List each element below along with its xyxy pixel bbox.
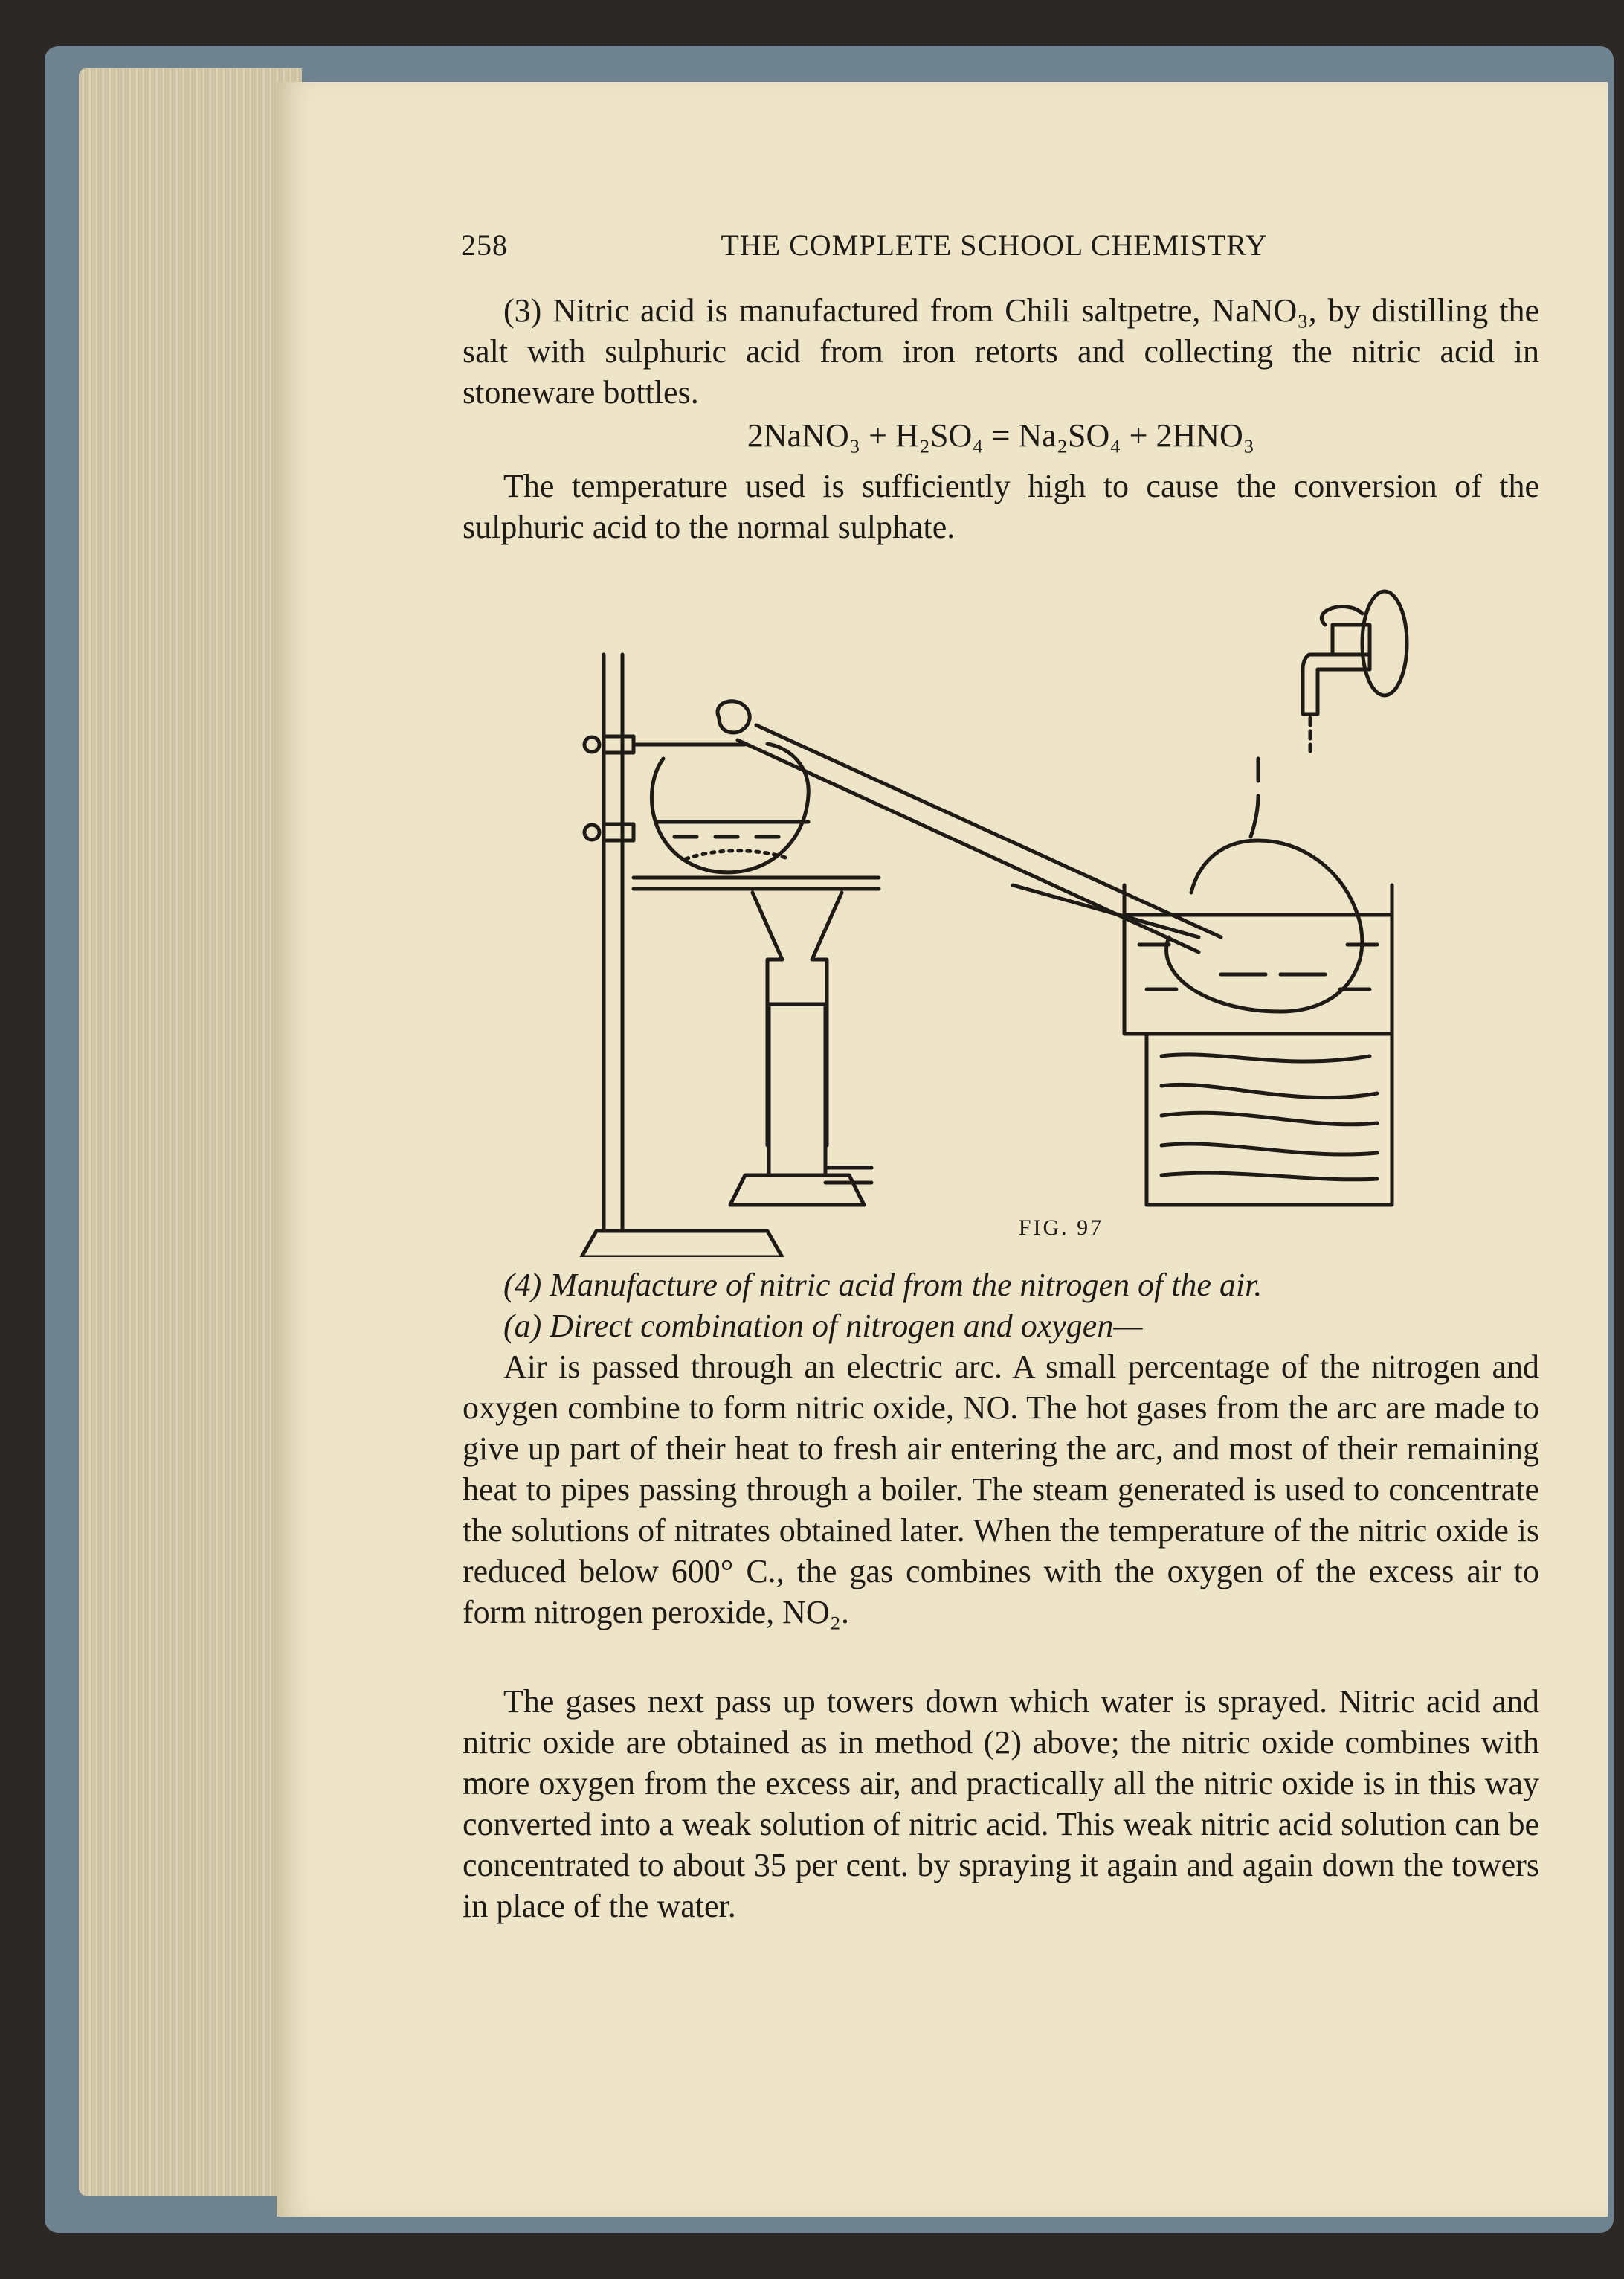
temperature-paragraph: The temperature used is sufficiently high to cause the conversion of the sulphuric acid to the normal sulphate. bbox=[463, 468, 1539, 545]
water-tap bbox=[1303, 591, 1407, 751]
arc-process-paragraph: Air is passed through an electric arc. A small percentage of the nitrogen and oxygen combine to form nitric oxide, NO. The hot gases from the arc are made to give up part of their heat to fresh air entering the arc, and most of their remaining heat to pipes passing through a boiler. The steam generated is used to concentrate the solutions of nitrates obtained later. When the temperature of the nitric oxide is reduced below 600° C., the gas combines with the oxygen of the excess air to form nitrogen peroxide, NO₂. bbox=[463, 1349, 1539, 1630]
method-4-heading: (4) Manufacture of nitric acid from the nitrogen of the air. bbox=[503, 1267, 1263, 1303]
distillation-apparatus-figure bbox=[567, 558, 1444, 1257]
page-edges bbox=[79, 68, 302, 2196]
chemical-equation: 2NaNO₃ + H₂SO₄ = Na₂SO₄ + 2HNO₃ bbox=[747, 417, 1255, 454]
tripod-stand bbox=[634, 851, 879, 1145]
figure-caption: FIG. 97 bbox=[1018, 1215, 1104, 1240]
method-4a-subheading: (a) Direct combination of nitrogen and oxygen— bbox=[503, 1308, 1143, 1344]
running-head: THE COMPLETE SCHOOL CHEMISTRY bbox=[721, 228, 1268, 262]
tower-process-paragraph: The gases next pass up towers down which water is sprayed. Nitric acid and nitric oxide are obtained as in method (2) above; the nitric oxide combines with more oxygen from the excess air, and practically all the nitric oxide is in this way converted into a weak solution of nitric acid. This weak nitric acid solution can be concentrated to about 35 per cent. by spraying it again and again down the towers in place of the water. bbox=[463, 1683, 1539, 1924]
wooden-block bbox=[1147, 1034, 1392, 1205]
method-3-paragraph: (3) Nitric acid is manufactured from Chili saltpetre, NaNO₃, by distilling the salt with sulphuric acid from iron retorts and collecting the nitric acid in stoneware bottles. bbox=[463, 292, 1539, 411]
bunsen-burner bbox=[730, 1004, 871, 1205]
page-header bbox=[277, 228, 1608, 280]
water-trough bbox=[1124, 759, 1392, 1034]
page-number: 258 bbox=[461, 228, 508, 262]
book-page bbox=[277, 82, 1608, 2217]
